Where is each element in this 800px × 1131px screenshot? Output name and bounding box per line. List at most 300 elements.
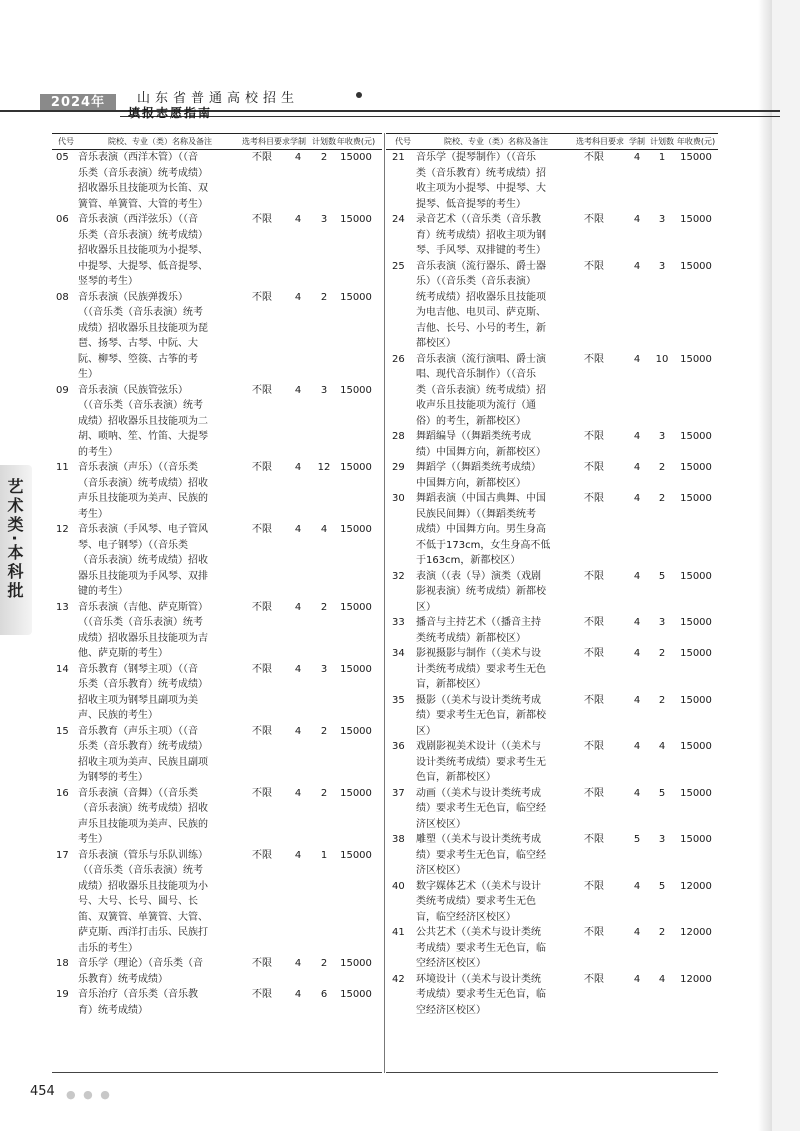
table-row [386,569,718,616]
cell-fee: 15000 [680,260,712,272]
cell-name-line: 绩）中国舞方向，新都校区） [416,446,546,458]
cell-name-line: 音乐表演（流行演唱、爵士演 [416,353,546,365]
cell-name-line: 的考生） [78,446,118,458]
cell-plan: 1 [658,152,666,163]
cell-name-line: 声乐且技能项为美声、民族的 [78,818,208,830]
cell-name-line: （音乐表演）统考成绩）招收 [78,555,208,566]
cell-code: 09 [56,384,69,396]
table-row [52,786,382,848]
cell-name-line: 播音与主持艺术（（播音主持 [416,617,541,628]
cell-years: 4 [294,849,302,861]
cell-plan: 2 [320,601,328,613]
cell-name [76,522,242,600]
cell-plan: 3 [320,214,328,225]
cell-code: 18 [56,958,69,969]
cell-plan: 2 [320,787,328,799]
cell-name-line: 设计类统考成绩）要求考生无 [416,756,546,768]
cell-name-line: 不低于173cm，女生身高不低 [416,539,551,551]
cell-name-line: （（音乐类（音乐表演）统考 [78,400,203,411]
cell-name-line: 成绩）中国舞方向。男生身高 [416,524,546,535]
cell-name [414,972,576,1019]
cell-name-line: 摄影（（美术与设计类统考成 [416,694,541,706]
cell-code: 14 [56,663,69,675]
cell-plan: 5 [658,880,666,892]
header-rule-thin [120,116,780,117]
cell-years: 4 [294,291,302,303]
cell-years: 4 [633,741,641,752]
cell-name-line: 音乐表演（音舞）（（音乐类 [78,787,198,799]
cell-years: 4 [633,617,641,628]
cell-req: 不限 [252,291,272,303]
cell-plan: 12 [317,462,331,473]
cell-req: 不限 [584,617,604,628]
cell-code: 13 [56,601,69,613]
cell-name-line: 济区校区） [416,818,466,830]
cell-code: 06 [56,214,69,225]
table-row [52,290,382,383]
cell-name-line: 育）统考成绩） [78,1004,148,1016]
cell-plan: 4 [320,524,328,535]
cell-fee: 15000 [680,462,712,473]
cell-name-line: （（音乐类（音乐表演）统考 [78,865,203,876]
cell-name-line: 他、萨克斯的考生） [78,648,168,659]
cell-name-line: 表演（（表（导）演类（戏剧 [416,570,541,582]
cell-plan: 2 [658,648,666,659]
table-row [386,259,718,352]
cell-name-line: 绩）要求考生无色盲，临空经 [416,803,546,814]
cell-name [76,212,242,290]
table-left [52,133,382,1018]
table-header-left [52,133,382,150]
cell-req: 不限 [252,601,272,613]
cell-name-line: 音乐教育（钢琴主项）（（音 [78,663,198,675]
cell-name-line: 琶、扬琴、古琴、中阮、大 [78,338,198,349]
cell-name [76,987,242,1018]
cell-plan: 3 [320,384,328,396]
table-row [386,879,718,926]
cell-name-line: 数字媒体艺术（（美术与设计 [416,880,541,892]
cell-name-line: 声乐且技能项为美声、民族的 [78,493,208,504]
cell-name-line: 阮、柳琴、箜篌、古筝的考 [78,353,198,365]
table-row [386,352,718,430]
header-code: 代号 [58,137,74,146]
cell-fee: 15000 [680,431,712,442]
cell-fee: 15000 [680,834,712,845]
cell-plan: 2 [658,927,666,938]
cell-req: 不限 [252,849,272,861]
cell-code: 08 [56,291,69,303]
cell-name-line: （音乐表演）统考成绩）招收 [78,477,208,489]
cell-name-line: 空经济区校区） [416,958,486,969]
cell-name [414,615,576,646]
table-row [52,662,382,724]
cell-code: 26 [392,353,405,365]
cell-name-line: 类（音乐教育）统考成绩）招 [416,167,546,179]
cell-name-line: 区） [416,725,436,737]
cell-code: 32 [392,570,405,582]
cell-name-line: 区） [416,601,436,613]
cell-years: 4 [633,927,641,938]
page-gutter-shadow [758,0,772,1131]
table-row [386,786,718,833]
cell-years: 4 [633,787,641,799]
cell-fee: 15000 [340,958,372,969]
cell-name-line: 都校区） [416,338,456,349]
cell-name-line: 乐类（音乐表演）统考成绩） [78,229,208,241]
cell-name-line: 盲，临空经济区校区） [416,911,516,923]
cell-name-line: 竖琴的考生） [78,276,138,287]
cell-name-line: 色盲，新都校区） [416,772,496,783]
cell-name-line: 声、民族的考生） [78,710,158,721]
cell-name [76,290,242,383]
cell-req: 不限 [252,384,272,396]
header-code: 代号 [395,137,411,146]
cell-years: 4 [294,524,302,535]
cell-plan: 4 [658,973,666,985]
cell-name-line: 音乐表演（西洋弦乐）（（音 [78,214,198,225]
cell-req: 不限 [584,927,604,938]
cell-name [76,956,242,987]
cell-plan: 6 [320,989,328,1000]
cell-code: 30 [392,493,405,504]
header-rule [0,110,780,112]
cell-name-line: 招收主项为钢琴且副项为美 [78,694,198,706]
header-plan: 计划数 [650,137,674,146]
cell-code: 16 [56,787,69,799]
cell-name-line: 簧管、单簧管、大管的考生） [78,198,208,210]
cell-req: 不限 [584,973,604,985]
cell-req: 不限 [584,741,604,752]
cell-name-line: 音乐表演（手风琴、电子管风 [78,524,208,535]
cell-plan: 2 [320,152,328,163]
cell-name-line: 类统考成绩）新都校区） [416,632,526,644]
cell-code: 36 [392,741,405,752]
cell-code: 05 [56,152,69,163]
cell-name [414,460,576,491]
cell-years: 4 [633,260,641,272]
cell-name-line: 唱、现代音乐制作）（（音乐 [416,369,536,380]
cell-name-line: 音乐表演（民族管弦乐） [78,384,188,396]
cell-fee: 15000 [680,741,712,752]
cell-name-line: 公共艺术（（美术与设计类统 [416,927,541,938]
cell-name-line: 乐）（（音乐类（音乐表演） [416,276,536,287]
cell-fee: 15000 [680,617,712,628]
cell-fee: 15000 [340,725,372,737]
cell-plan: 2 [320,291,328,303]
cell-years: 4 [294,989,302,1000]
cell-years: 4 [633,152,641,163]
table-row [52,383,382,461]
cell-name [414,832,576,879]
cell-plan: 2 [320,958,328,969]
cell-name [76,460,242,522]
table-row [52,522,382,600]
cell-fee: 15000 [680,353,712,365]
cell-name-line: 吉他、长号、小号的考生，新 [416,322,546,334]
cell-name [414,491,576,569]
table-header-right [386,133,718,150]
table-row [386,693,718,740]
cell-fee: 15000 [340,989,372,1000]
cell-plan: 3 [658,834,666,845]
cell-name-line: 成绩）招收器乐且技能项为小 [78,880,208,892]
cell-fee: 12000 [680,880,712,892]
title-dot [356,92,362,98]
cell-fee: 15000 [340,214,372,225]
cell-req: 不限 [252,989,272,1000]
table-row [386,615,718,646]
cell-years: 4 [633,973,641,985]
cell-name-line: 键的考生） [78,586,128,597]
table-row [386,150,718,212]
table-body-left [52,150,382,1018]
cell-years: 4 [633,431,641,442]
cell-plan: 5 [658,787,666,799]
cell-name-line: 收声乐且技能项为流行（通 [416,400,536,411]
cell-name-line: 号、大号、长号、圆号、长 [78,896,198,907]
cell-name [414,879,576,926]
cell-name [76,600,242,662]
cell-code: 19 [56,989,69,1000]
cell-name-line: 音乐表演（流行器乐、爵士器 [416,260,546,272]
cell-fee: 15000 [340,524,372,535]
cell-name-line: 乐类（音乐教育）统考成绩） [78,741,208,752]
table-row [52,600,382,662]
cell-name-line: 考成绩）要求考生无色盲，临 [416,942,546,954]
cell-years: 4 [294,663,302,675]
cell-name-line: 胡、唢呐、笙、竹笛、大提琴 [78,431,208,442]
cell-fee: 15000 [340,291,372,303]
cell-fee: 15000 [680,570,712,582]
cell-code: 28 [392,431,405,442]
cell-name-line: 考成绩）要求考生无色盲，临 [416,989,546,1000]
cell-req: 不限 [584,787,604,799]
column-divider [384,133,385,1073]
cell-name-line: 中提琴、大提琴、低音提琴、 [78,260,208,272]
table-row [52,848,382,957]
cell-fee: 15000 [680,214,712,225]
cell-fee: 15000 [680,694,712,706]
cell-name-line: 音乐表演（声乐）（（音乐类 [78,462,198,473]
table-row [52,987,382,1018]
table-row [386,832,718,879]
cell-name-line: 成绩）招收器乐且技能项为琵 [78,322,208,334]
table-row [52,212,382,290]
cell-name [76,786,242,848]
cell-name-line: 笛、双簧管、单簧管、大管、 [78,911,208,923]
cell-name [414,739,576,786]
cell-req: 不限 [584,880,604,892]
header-fee: 年收费(元) [336,137,376,146]
cell-req: 不限 [584,834,604,845]
cell-name [414,569,576,616]
cell-name [76,724,242,786]
cell-name-line: （（音乐类（音乐表演）统考 [78,617,203,628]
cell-fee: 12000 [680,927,712,938]
table-row [386,972,718,1019]
cell-code: 33 [392,617,405,628]
cell-name-line: 戏剧影视美术设计（（美术与 [416,741,541,752]
header-years: 学制 [290,137,306,146]
cell-name [76,383,242,461]
cell-name-line: 影视摄影与制作（（美术与设 [416,648,541,659]
cell-name [414,429,576,460]
table-bottom-rule-right [386,1072,718,1073]
cell-name-line: 雕塑（（美术与设计类统考成 [416,834,541,845]
cell-req: 不限 [584,570,604,582]
table-row [386,925,718,972]
cell-years: 4 [294,462,302,473]
cell-name-line: 动画（（美术与设计类统考成 [416,787,541,799]
cell-plan: 2 [658,493,666,504]
cell-name [414,259,576,352]
cell-name-line: 音乐教育（声乐主项）（（音 [78,725,198,737]
cell-name-line: 音乐表演（民族弹拨乐） [78,291,188,303]
page-number-ornament: ● ● ● [66,1088,112,1101]
cell-name-line: 计类统考成绩）要求考生无色 [416,663,546,675]
cell-name-line: 招收器乐且技能项为长笛、双 [78,183,208,194]
cell-name-line: 收主项为小提琴、中提琴、大 [416,183,546,194]
cell-code: 24 [392,214,405,225]
table-row [386,491,718,569]
cell-years: 4 [633,694,641,706]
header-fee: 年收费(元) [676,137,716,146]
table-body-right [386,150,718,1018]
cell-name-line: 成绩）招收器乐且技能项为二 [78,415,208,427]
cell-req: 不限 [584,493,604,504]
table-row [52,460,382,522]
cell-name-line: 成绩）招收器乐且技能项为吉 [78,632,208,644]
cell-years: 4 [294,958,302,969]
cell-name-line: 乐类（音乐教育）统考成绩） [78,679,208,690]
cell-plan: 2 [658,462,666,473]
cell-code: 42 [392,973,405,985]
cell-fee: 15000 [680,493,712,504]
table-bottom-rule-left [52,1072,382,1073]
cell-plan: 1 [320,849,328,861]
cell-years: 4 [294,725,302,737]
cell-name-line: 盲，新都校区） [416,679,486,690]
cell-name-line: 舞蹈学（（舞蹈类统考成绩） [416,462,541,473]
cell-name-line: 乐教育）统考成绩） [78,973,168,985]
cell-name-line: 类（音乐表演）统考成绩）招 [416,384,546,396]
cell-req: 不限 [584,260,604,272]
cell-name-line: （音乐表演）统考成绩）招收 [78,803,208,814]
cell-req: 不限 [252,958,272,969]
cell-code: 25 [392,260,405,272]
table-row [386,429,718,460]
cell-req: 不限 [584,353,604,365]
cell-name-line: 育）统考成绩）招收主项为钢 [416,229,546,241]
table-row [386,739,718,786]
header-plan: 计划数 [312,137,336,146]
table-right [386,133,718,1018]
cell-name-line: 提琴、低音提琴的考生） [416,198,526,210]
cell-code: 35 [392,694,405,706]
header-name: 院校、专业（类）名称及备注 [444,137,548,146]
table-row [386,646,718,693]
cell-fee: 15000 [680,648,712,659]
cell-name [414,925,576,972]
header-subtitle: 填报志愿指南 [128,106,213,120]
cell-name [76,662,242,724]
cell-name-line: 为钢琴的考生） [78,772,148,783]
table-row [52,724,382,786]
cell-years: 4 [633,648,641,659]
cell-name-line: 于163cm，新都校区） [416,555,521,566]
cell-name-line: 济区校区） [416,865,466,876]
cell-years: 4 [633,880,641,892]
cell-name-line: 类统考成绩）要求考生无色 [416,896,536,907]
cell-years: 4 [294,214,302,225]
cell-name-line: 音乐学（理论）（音乐类（音 [78,958,203,969]
cell-name-line: 为电吉他、电贝司、萨克斯、 [416,307,546,318]
cell-name-line: 绩）要求考生无色盲，临空经 [416,849,546,861]
cell-code: 15 [56,725,69,737]
cell-name-line: 民族民间舞）（（舞蹈类统考 [416,508,536,520]
cell-name-line: 音乐表演（管乐与乐队训练） [78,849,208,861]
cell-years: 4 [633,570,641,582]
cell-fee: 15000 [680,152,712,163]
cell-name-line: （（音乐类（音乐表演）统考 [78,307,203,318]
cell-name-line: 音乐治疗（音乐类（音乐教 [78,989,198,1000]
cell-name [76,848,242,957]
table-row [52,956,382,987]
cell-req: 不限 [252,787,272,799]
side-tab-label: 艺术类·本科批 [5,478,24,602]
cell-name-line: 俗）的考生，新都校区） [416,415,526,427]
page-edge [772,0,800,1131]
header-req: 选考科目要求 [242,137,290,146]
cell-name-line: 考生） [78,834,108,845]
cell-req: 不限 [584,152,604,163]
cell-years: 4 [294,787,302,799]
cell-req: 不限 [252,214,272,225]
cell-years: 4 [294,384,302,396]
cell-name [76,150,242,212]
cell-name-line: 乐类（音乐表演）统考成绩） [78,167,208,179]
cell-plan: 3 [658,260,666,272]
table-row [52,150,382,212]
cell-name-line: 招收主项为美声、民族且副项 [78,756,208,768]
cell-years: 4 [294,152,302,163]
cell-years: 4 [633,462,641,473]
cell-fee: 15000 [340,384,372,396]
cell-plan: 3 [658,214,666,225]
cell-name [414,150,576,212]
page-header [0,84,780,124]
cell-code: 29 [392,462,405,473]
cell-name [414,646,576,693]
cell-req: 不限 [252,725,272,737]
header-years: 学制 [629,137,645,146]
cell-code: 37 [392,787,405,799]
cell-plan: 2 [320,725,328,737]
page-number: 454 [30,1084,55,1099]
header-title: 山东省普通高校招生 [137,91,300,106]
cell-fee: 12000 [680,973,712,985]
cell-req: 不限 [252,524,272,535]
cell-name-line: 音乐表演（吉他、萨克斯管） [78,601,208,613]
cell-name [414,352,576,430]
cell-name-line: 录音艺术（（音乐类（音乐教 [416,214,541,225]
cell-name [414,786,576,833]
cell-req: 不限 [584,431,604,442]
cell-years: 4 [633,493,641,504]
cell-years: 4 [633,353,641,365]
cell-name-line: 琴、手风琴、双排键的考生） [416,245,546,256]
cell-req: 不限 [252,152,272,163]
